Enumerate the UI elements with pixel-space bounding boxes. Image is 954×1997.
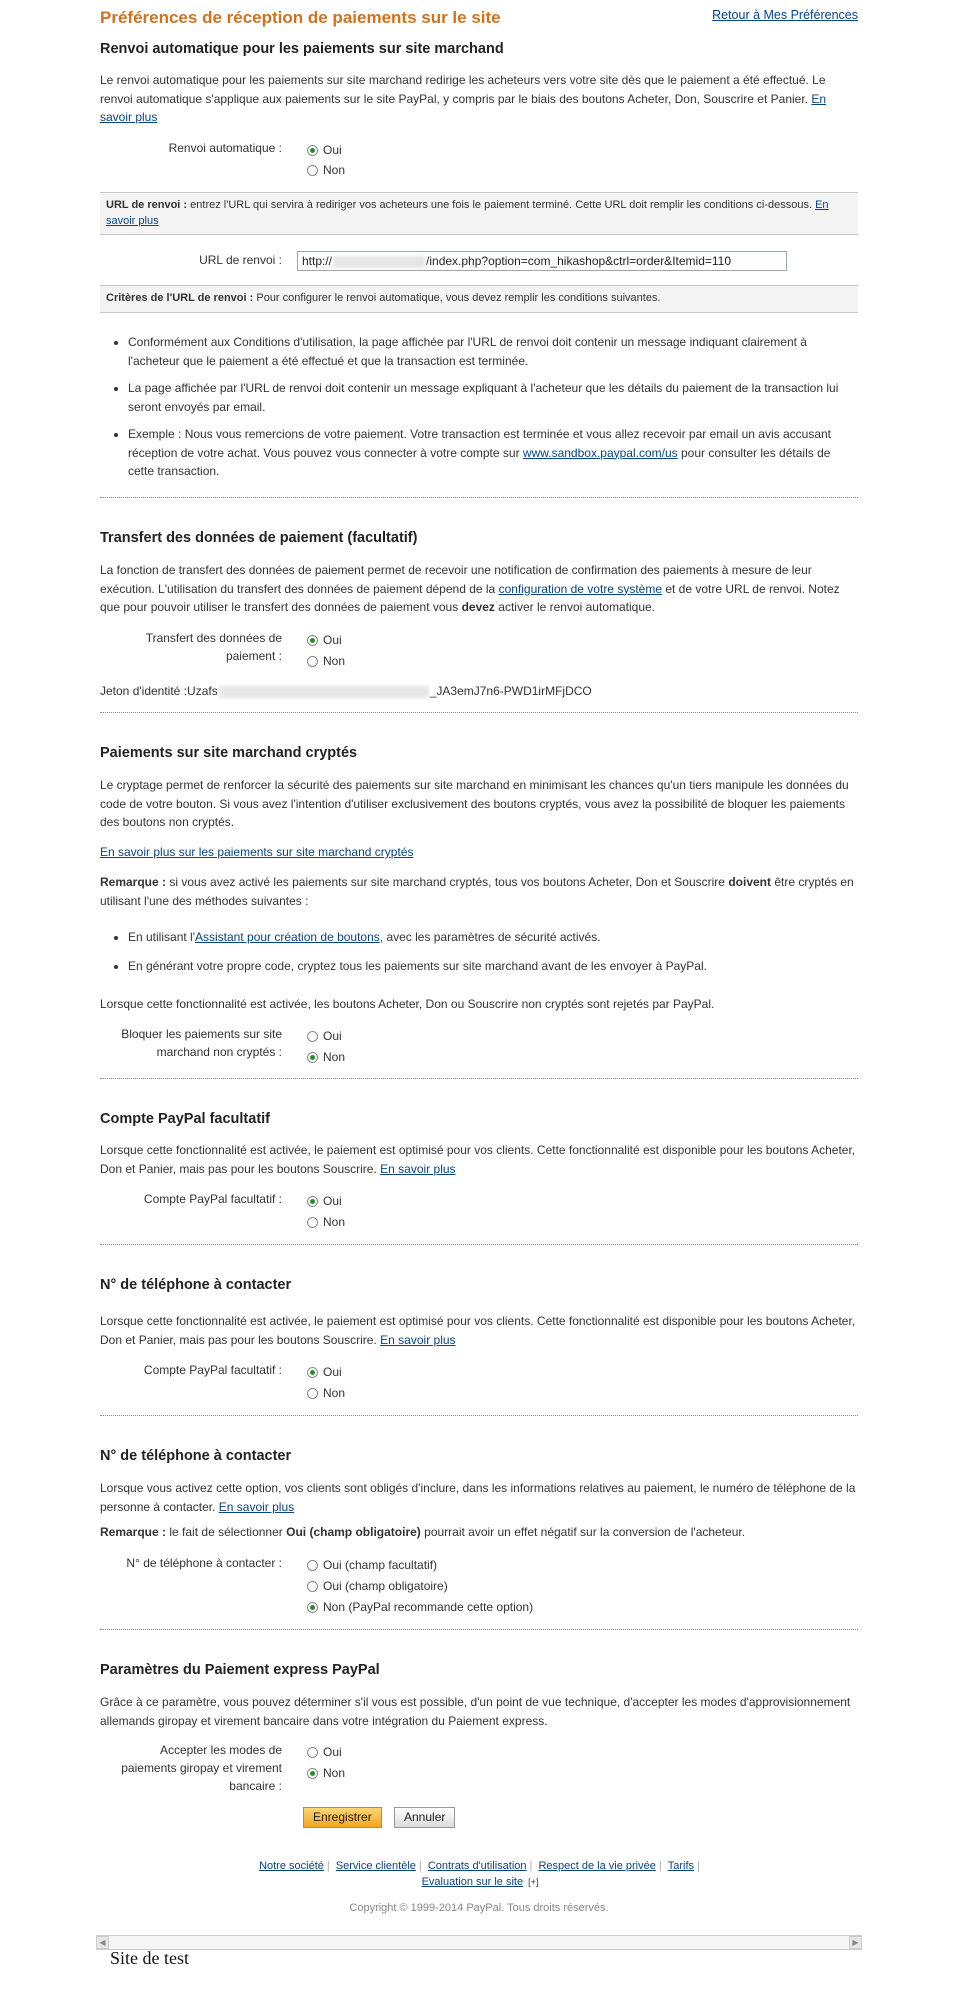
block-unencrypted-no-radio[interactable] bbox=[307, 1052, 318, 1063]
express-label: Accepter les modes de paiements giropay et virement bancaire : bbox=[121, 1743, 282, 1793]
phone2-note-bold2: Oui (champ obligatoire) bbox=[286, 1525, 421, 1539]
block-unencrypted-yes-radio[interactable] bbox=[307, 1031, 318, 1042]
list-item: • En générant votre propre code, cryptez tous les paiements sur site marchand avant de les envoyer à PayPal. bbox=[128, 957, 858, 976]
return-url-learn-more-link[interactable]: En savoir plus bbox=[106, 199, 829, 227]
list-item: • La page affichée par l'URL de renvoi doit contenir un message expliquant à l'acheteur que les détails du paiement de la transaction lui seront envoyés par email. bbox=[128, 379, 858, 416]
phone2-note-b: pourrait avoir un effet négatif sur la conversion de l'acheteur. bbox=[424, 1525, 746, 1539]
return-url-input[interactable] bbox=[297, 251, 787, 271]
auto-return-description bbox=[100, 71, 858, 127]
phone1-learn-more-link[interactable]: En savoir plus bbox=[380, 1332, 456, 1347]
identity-token-label: Jeton d'identité : bbox=[100, 684, 188, 698]
pdt-no-option[interactable] bbox=[307, 652, 345, 670]
block-unencrypted-label: Bloquer les paiements sur site marchand non cryptés : bbox=[121, 1027, 282, 1059]
pdt-heading: Transfert des données de paiement (facultatif) bbox=[100, 530, 418, 546]
example-text-b: pour consulter les détails de cette transaction. bbox=[128, 445, 831, 478]
phone1-yes-option[interactable] bbox=[307, 1363, 342, 1381]
pdt-no-label: Non bbox=[323, 654, 346, 668]
phone1-yes-label: Oui bbox=[323, 1365, 342, 1379]
phone2-learn-more-link[interactable]: En savoir plus bbox=[218, 1499, 295, 1514]
return-url-info-text: entrez l'URL qui servira à rediriger vos acheteurs une fois le paiement terminé. Cette URL doit remplir les conditions ci-dessous. bbox=[190, 199, 812, 211]
section-divider bbox=[100, 712, 858, 713]
encrypted-note bbox=[100, 873, 858, 910]
pdt-label: Transfert des données de paiement : bbox=[145, 631, 282, 663]
phone1-no-label: Non bbox=[323, 1386, 346, 1400]
auto-return-no-label: Non bbox=[323, 163, 346, 177]
system-configuration-link[interactable]: configuration de votre système bbox=[498, 581, 662, 596]
section-divider bbox=[100, 497, 858, 498]
phone-contact-heading-1: N° de téléphone à contacter bbox=[100, 1277, 292, 1293]
optional-account-description bbox=[100, 1141, 858, 1178]
phone-contact-description-1 bbox=[100, 1312, 858, 1349]
footer-separator: | bbox=[529, 1860, 533, 1872]
return-url-criteria-bar bbox=[100, 285, 858, 313]
return-url-info-bar bbox=[100, 192, 858, 235]
auto-return-yes-radio[interactable] bbox=[307, 145, 318, 156]
express-no-label: Non bbox=[323, 1766, 346, 1780]
horizontal-scrollbar[interactable] bbox=[96, 1935, 862, 1950]
pdt-description bbox=[100, 561, 858, 617]
footer-link-terms[interactable]: Contrats d'utilisation bbox=[427, 1860, 527, 1872]
pdt-no-radio[interactable] bbox=[307, 656, 318, 667]
encrypted-note-a: si vous avez activé les paiements sur site marchand cryptés, tous vos boutons Acheter, Don et Souscrire bbox=[169, 875, 725, 889]
site-evaluation-toggle[interactable]: [+] bbox=[528, 1877, 539, 1887]
phone2-no-option[interactable] bbox=[307, 1598, 533, 1616]
page-title: Préférences de réception de paiements sur le site bbox=[100, 8, 501, 27]
block-unencrypted-no-option[interactable] bbox=[307, 1048, 345, 1066]
redacted-domain bbox=[333, 256, 425, 268]
sandbox-paypal-link[interactable]: www.sandbox.paypal.com/us bbox=[522, 445, 678, 460]
phone1-label: Compte PayPal facultatif : bbox=[143, 1363, 282, 1377]
block-unencrypted-no-label: Non bbox=[323, 1050, 346, 1064]
auto-return-learn-more-link[interactable]: En savoir plus bbox=[100, 91, 827, 124]
auto-return-no-radio[interactable] bbox=[307, 165, 318, 176]
redacted-token bbox=[219, 686, 429, 698]
express-description: Grâce à ce paramètre, vous pouvez déterminer s'il vous est possible, d'un point de vue technique, d'accepter les modes d'approvisionnement allemands giropay et virement bancaire dans votre intégration du Paiement express. bbox=[100, 1695, 851, 1728]
return-url-suffix: /index.php?option=com_hikashop&ctrl=order&Itemid=110 bbox=[426, 254, 732, 268]
encrypted-note-bold2: doivent bbox=[728, 875, 771, 889]
phone2-optional-label: Oui (champ facultatif) bbox=[323, 1558, 438, 1572]
phone2-note-a: le fait de sélectionner bbox=[169, 1525, 283, 1539]
scroll-left-icon[interactable]: ◀ bbox=[96, 1936, 109, 1949]
phone1-no-radio[interactable] bbox=[307, 1388, 318, 1399]
pdt-desc-a: La fonction de transfert des données de paiement permet de recevoir une notification de confirmation des paiements à mesure de leur exécution. L'utilisation du transfert des données de paiement dépend de la bbox=[100, 563, 812, 596]
auto-return-label: Renvoi automatique : bbox=[168, 141, 282, 155]
footer-link-customer-service[interactable]: Service clientèle bbox=[335, 1860, 416, 1872]
footer-link-company[interactable]: Notre société bbox=[259, 1860, 324, 1872]
back-to-preferences-link[interactable]: Retour à Mes Préférences bbox=[712, 8, 858, 22]
pdt-yes-option[interactable] bbox=[307, 631, 342, 649]
optional-account-label: Compte PayPal facultatif : bbox=[143, 1192, 282, 1206]
express-heading: Paramètres du Paiement express PayPal bbox=[100, 1662, 380, 1678]
block-unencrypted-yes-option[interactable] bbox=[307, 1027, 342, 1045]
footer-eval-row bbox=[100, 1876, 858, 1888]
section-divider bbox=[100, 1244, 858, 1245]
bullet1-a: En utilisant l' bbox=[128, 930, 195, 944]
express-no-radio[interactable] bbox=[307, 1768, 318, 1779]
auto-return-yes-option[interactable] bbox=[307, 141, 342, 159]
footer-links bbox=[100, 1860, 858, 1872]
optional-account-no-option[interactable] bbox=[307, 1213, 345, 1231]
site-evaluation-link[interactable]: Evaluation sur le site bbox=[421, 1876, 524, 1888]
pdt-desc-bold: devez bbox=[461, 600, 495, 614]
phone2-desc-text: Lorsque vous activez cette option, vos clients sont obligés d'inclure, dans les informations relatives au paiement, le numéro de téléphone de la personne à contacter. bbox=[100, 1481, 856, 1514]
optional-account-yes-radio[interactable] bbox=[307, 1196, 318, 1207]
encrypted-description: Le cryptage permet de renforcer la sécurité des paiements sur site marchand en minimisant les chances qu'un tiers manipule les données du code de votre bouton. Si vous avez l'intention d'utiliser exclusivement des boutons cryptés, vous avez la possibilité de bloquer les paiements des boutons non cryptés. bbox=[100, 778, 849, 829]
auto-return-desc-text: Le renvoi automatique pour les paiements sur site marchand redirige les acheteurs vers votre site dès que le paiement a été effectué. Le renvoi automatique s'applique aux paiements sur le site PayPal, y compris par le biais des boutons Acheter, Don, Souscrire et Panier. bbox=[100, 73, 826, 106]
section-divider bbox=[100, 1078, 858, 1079]
optional-account-learn-more-link[interactable]: En savoir plus bbox=[380, 1161, 456, 1176]
optional-account-yes-label: Oui bbox=[323, 1194, 342, 1208]
auto-return-heading: Renvoi automatique pour les paiements sur site marchand bbox=[100, 41, 504, 57]
phone2-required-label: Oui (champ obligatoire) bbox=[323, 1579, 448, 1593]
encrypted-rejected-note: Lorsque cette fonctionnalité est activée, les boutons Acheter, Don ou Souscrire non cryptés sont rejetés par PayPal. bbox=[100, 997, 715, 1011]
pdt-yes-label: Oui bbox=[323, 633, 342, 647]
footer-separator: | bbox=[418, 1860, 422, 1872]
auto-return-no-option[interactable] bbox=[307, 161, 345, 179]
return-url-info-title: URL de renvoi : bbox=[106, 199, 188, 211]
express-no-option[interactable] bbox=[307, 1764, 345, 1782]
phone2-label: N° de téléphone à contacter : bbox=[126, 1556, 282, 1570]
encrypted-note-bold: Remarque : bbox=[100, 875, 167, 889]
phone2-optional-option[interactable] bbox=[307, 1556, 437, 1574]
list-item: • Conformément aux Conditions d'utilisation, la page affichée par l'URL de renvoi doit contenir un message indiquant clairement à l'acheteur que le paiement a été effectué et que la transaction est terminée. bbox=[128, 333, 858, 370]
phone2-required-option[interactable] bbox=[307, 1577, 448, 1595]
pdt-yes-radio[interactable] bbox=[307, 635, 318, 646]
phone2-no-label: Non (PayPal recommande cette option) bbox=[323, 1600, 534, 1614]
button-creation-assistant-link[interactable]: Assistant pour création de boutons bbox=[195, 930, 380, 944]
return-url-prefix: http:// bbox=[302, 254, 333, 268]
site-label: Site de test bbox=[110, 1948, 189, 1968]
express-yes-option[interactable] bbox=[307, 1743, 342, 1761]
phone2-optional-radio[interactable] bbox=[307, 1560, 318, 1571]
footer-separator: | bbox=[697, 1860, 700, 1872]
section-divider bbox=[100, 1629, 858, 1630]
phone1-yes-radio[interactable] bbox=[307, 1367, 318, 1378]
footer-separator: | bbox=[658, 1860, 662, 1872]
phone2-required-radio[interactable] bbox=[307, 1581, 318, 1592]
identity-token-end: _JA3emJ7n6-PWD1irMFjDCO bbox=[429, 684, 592, 698]
optional-account-no-radio[interactable] bbox=[307, 1217, 318, 1228]
auto-return-yes-label: Oui bbox=[323, 143, 342, 157]
encryption-methods-list bbox=[100, 928, 858, 984]
pdt-desc-b: et de votre URL de renvoi. Notez que pour pouvoir utiliser le transfert des données de paiement vous bbox=[100, 581, 840, 614]
optional-account-desc-text: Lorsque cette fonctionnalité est activée, le paiement est optimisé pour vos clients. Cette fonctionnalité est disponible pour les boutons Acheter, Don et Panier, mais pas pour les boutons Souscrire. bbox=[100, 1143, 856, 1176]
optional-account-no-label: Non bbox=[323, 1215, 346, 1229]
scroll-right-icon[interactable]: ▶ bbox=[849, 1936, 862, 1949]
phone2-note-bold: Remarque : bbox=[100, 1525, 167, 1539]
list-item bbox=[128, 425, 858, 481]
pdt-desc-c: activer le renvoi automatique. bbox=[498, 600, 656, 614]
express-yes-label: Oui bbox=[323, 1745, 342, 1759]
criteria-title: Critères de l'URL de renvoi : bbox=[106, 292, 254, 304]
phone-contact-heading-2: N° de téléphone à contacter bbox=[100, 1448, 292, 1464]
example-text-a: Exemple : Nous vous remercions de votre paiement. Votre transaction est terminée et vous allez recevoir par email un avis accusant réception de votre achat. Vous pouvez vous connecter à votre compte sur bbox=[128, 427, 832, 460]
phone1-desc-text: Lorsque cette fonctionnalité est activée, le paiement est optimisé pour vos clients. Cette fonctionnalité est disponible pour les boutons Acheter, Don et Panier, mais pas pour les boutons Souscrire. bbox=[100, 1314, 856, 1347]
footer-link-pricing[interactable]: Tarifs bbox=[667, 1860, 695, 1872]
section-divider bbox=[100, 1415, 858, 1416]
identity-token-row bbox=[100, 682, 592, 700]
return-url-label: URL de renvoi : bbox=[199, 253, 282, 267]
return-url-conditions-list bbox=[100, 333, 858, 490]
optional-account-yes-option[interactable] bbox=[307, 1192, 342, 1210]
encrypted-heading: Paiements sur site marchand cryptés bbox=[100, 745, 358, 761]
phone2-no-radio[interactable] bbox=[307, 1602, 318, 1613]
phone-contact-description-2 bbox=[100, 1479, 858, 1516]
phone1-no-option[interactable] bbox=[307, 1384, 345, 1402]
block-unencrypted-yes-label: Oui bbox=[323, 1029, 342, 1043]
identity-token-start: Uzafs bbox=[187, 684, 218, 698]
save-button[interactable]: Enregistrer bbox=[303, 1807, 382, 1828]
phone2-note bbox=[100, 1523, 858, 1542]
criteria-text: Pour configurer le renvoi automatique, vous devez remplir les conditions suivantes. bbox=[256, 292, 661, 304]
footer-link-privacy[interactable]: Respect de la vie privée bbox=[538, 1860, 656, 1872]
express-yes-radio[interactable] bbox=[307, 1747, 318, 1758]
copyright: Copyright © 1999-2014 PayPal. Tous droits réservés. bbox=[349, 1902, 609, 1914]
encrypted-learn-more-row bbox=[100, 843, 858, 862]
encrypted-note-b: être cryptés en utilisant l'une des méthodes suivantes : bbox=[100, 875, 854, 908]
footer-separator: | bbox=[326, 1860, 330, 1872]
encrypted-learn-more-link[interactable]: En savoir plus sur les paiements sur site marchand cryptés bbox=[100, 845, 414, 859]
bullet1-b: , avec les paramètres de sécurité activés. bbox=[379, 930, 601, 944]
cancel-button[interactable]: Annuler bbox=[394, 1807, 455, 1828]
list-item bbox=[128, 928, 858, 947]
optional-account-heading: Compte PayPal facultatif bbox=[100, 1111, 271, 1127]
